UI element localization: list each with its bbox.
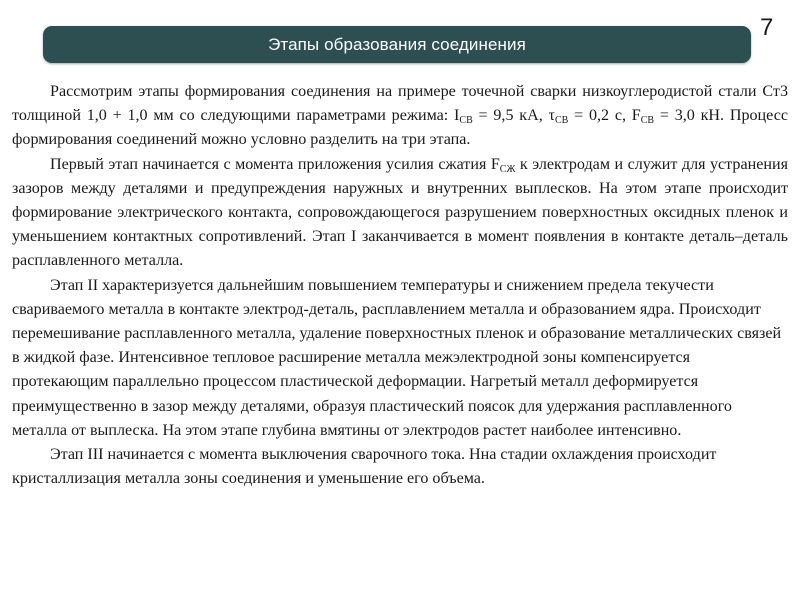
intro-sub-3: СВ — [640, 115, 655, 127]
slide-number: 7 — [760, 14, 774, 41]
intro-text-2: = 9,5 кА, τ — [472, 107, 555, 125]
intro-text-4: = 3,0 кН. Процесс формирования соединений можно условно разделить на три этапа. — [12, 107, 788, 149]
intro-sub-2: СВ — [554, 115, 569, 127]
intro-text-1: Рассмотрим этапы формирования соединения на примере точечной сварки низкоуглеродистой стали Ст3 толщиной 1,0 + 1,0 мм со следующими параметрами режима: I — [12, 83, 788, 125]
stage1-text-2: к электродам и служит для устранения зазоров между деталями и предупреждения наружных и внутренних выплесков. На этом этапе происходит формирование электрического контакта, сопровождающегося разрушением поверхностных оксидных пленок и уменьшением контактных сопротивлений. Этап I заканчивается в момент появления в контакте деталь–деталь расплавленного металла. — [12, 155, 788, 270]
paragraph-intro — [12, 80, 788, 153]
stage1-sub-1: СЖ — [499, 163, 516, 175]
intro-sub-1: СВ — [459, 115, 473, 127]
slide-body — [12, 80, 788, 491]
intro-text-3: = 0,2 с, F — [568, 107, 641, 125]
paragraph-stage-3: Этап III начинается с момента выключения сварочного тока. Нна стадии охлаждения происходит кристаллизация металла зоны соединения и уменьшение его объема. — [12, 446, 717, 488]
title-bar — [43, 26, 751, 63]
paragraph-stage-1 — [12, 153, 788, 274]
stage1-text-1: Первый этап начинается с момента приложения усилия сжатия F — [50, 155, 500, 173]
slide-title: Этапы образования соединения — [268, 34, 526, 54]
paragraph-stage-2: Этап II характеризуется дальнейшим повышением температуры и снижением предела текучести свариваемого металла в контакте электрод-деталь, расплавлением металла и образованием ядра. Происходит перемешивание расплавленного металла, удаление поверхностных пленок и образование металлических связей в жидкой фазе. Интенсивное тепловое расширение металла межэлектродной зоны компенсируется протекающим параллельно процессом пластической деформации. Нагретый металл деформируется преимущественно в зазор между деталями, образуя пластический поясок для удержания расплавленного металла от выплеска. На этом этапе глубина вмятины от электродов растет наиболее интенсивно. — [12, 276, 782, 439]
